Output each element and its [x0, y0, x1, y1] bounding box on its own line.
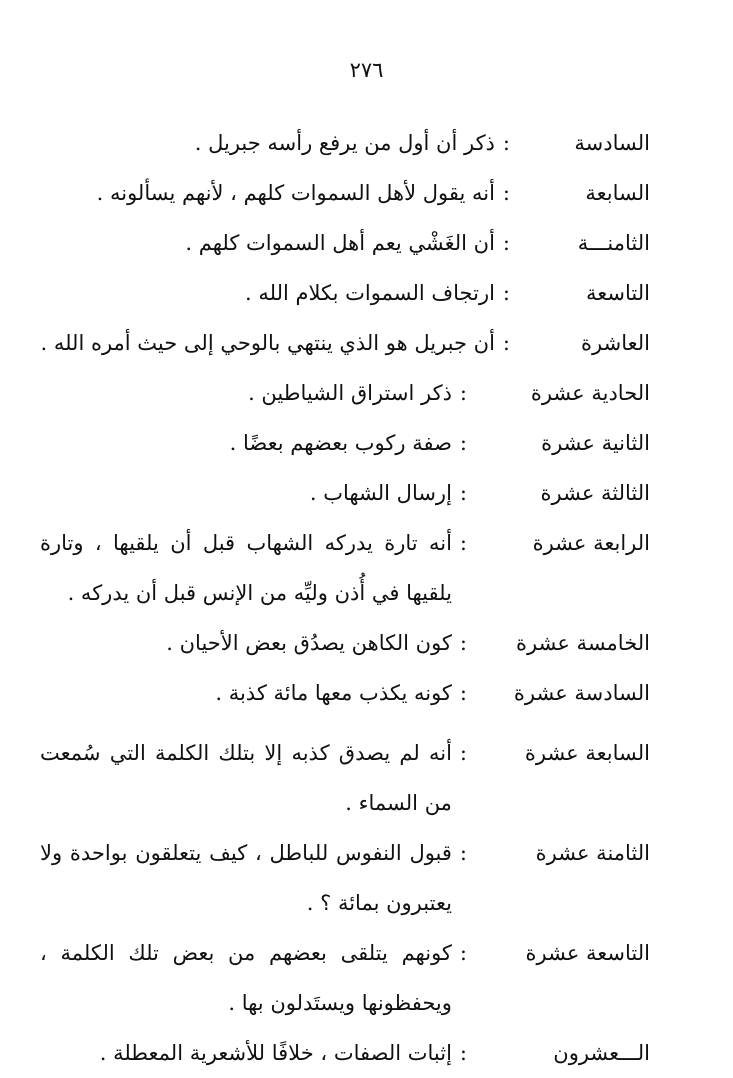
entry-text: ذكر أن أول من يرفع رأسه جبريل .	[194, 131, 495, 155]
entry-text: ارتجاف السموات بكلام الله .	[245, 281, 495, 305]
entry-text: إثبات الصفات ، خلافًا للأشعرية المعطلة .	[99, 1041, 452, 1065]
entry-label: الحادية عشرة	[530, 381, 650, 405]
list-item	[40, 368, 650, 418]
entry-label: التاسعة	[586, 281, 650, 305]
entry-text: أن جبريل هو الذي ينتهي بالوحي إلى حيث أمره الله .	[40, 331, 495, 355]
entry-separator: :	[459, 431, 467, 455]
list-item	[40, 518, 650, 618]
entry-separator: :	[502, 331, 510, 355]
entry-label: الخامسة عشرة	[516, 631, 650, 655]
entries-list	[40, 118, 650, 1078]
entry-label: السابعة عشرة	[524, 741, 650, 765]
list-item	[40, 728, 650, 828]
entry-separator: :	[502, 131, 510, 155]
entry-label: الثامنـــة	[577, 231, 650, 255]
list-item	[40, 218, 650, 268]
entry-separator: :	[502, 281, 510, 305]
list-item	[40, 318, 650, 368]
entry-label: الثانية عشرة	[541, 431, 650, 455]
list-item	[40, 118, 650, 168]
entry-text: أنه تارة يدركه الشهاب قبل أن يلقيها ، وتارة يلقيها في أُذن وليِّه من الإنس قبل أن يدركه .	[40, 531, 452, 605]
entry-text: كون الكاهن يصدُق بعض الأحيان .	[166, 631, 452, 655]
entry-label: الثالثة عشرة	[540, 481, 650, 505]
list-item	[40, 928, 650, 1028]
entry-label: التاسعة عشرة	[525, 941, 650, 965]
entry-label: السابعة	[585, 181, 650, 205]
entry-text: صفة ركوب بعضهم بعضًا .	[229, 431, 452, 455]
list-item	[40, 468, 650, 518]
entry-separator: :	[502, 231, 510, 255]
entry-separator: :	[459, 381, 467, 405]
entry-separator: :	[459, 741, 467, 765]
entry-label: الثامنة عشرة	[535, 841, 650, 865]
entry-text: كونه يكذب معها مائة كذبة .	[215, 681, 452, 705]
entry-separator: :	[459, 941, 467, 965]
entry-text: كونهم يتلقى بعضهم من بعض تلك الكلمة ، ويحفظونها ويستَدلون بها .	[40, 941, 452, 1015]
entry-separator: :	[459, 841, 467, 865]
entry-text: ذكر استراق الشياطين .	[248, 381, 452, 405]
entry-label: الرابعة عشرة	[532, 531, 650, 555]
list-item	[40, 618, 650, 668]
entry-text: إرسال الشهاب .	[309, 481, 452, 505]
entry-label: السادسة عشرة	[513, 681, 650, 705]
entry-separator: :	[459, 681, 467, 705]
list-item	[40, 668, 650, 718]
entry-label: العاشرة	[581, 331, 650, 355]
page-number: ٢٧٦	[349, 58, 384, 82]
entry-text: قبول النفوس للباطل ، كيف يتعلقون بواحدة ولا يعتبرون بمائة ؟ .	[40, 841, 452, 915]
list-item	[40, 828, 650, 928]
entry-separator: :	[459, 1041, 467, 1065]
entry-separator: :	[459, 531, 467, 555]
list-item	[40, 418, 650, 468]
entry-text: أن الغَشْي يعم أهل السموات كلهم .	[185, 231, 495, 255]
entry-text: أنه يقول لأهل السموات كلهم ، لأنهم يسألونه .	[96, 181, 495, 205]
list-item	[40, 1028, 650, 1078]
entry-separator: :	[459, 631, 467, 655]
list-item	[40, 268, 650, 318]
entry-separator: :	[459, 481, 467, 505]
entry-separator: :	[502, 181, 510, 205]
entry-label: الـــعشرون	[553, 1041, 650, 1065]
entry-text: أنه لم يصدق كذبه إلا بتلك الكلمة التي سُمعت من السماء .	[40, 741, 452, 815]
list-item	[40, 168, 650, 218]
entry-label: السادسة	[574, 131, 650, 155]
